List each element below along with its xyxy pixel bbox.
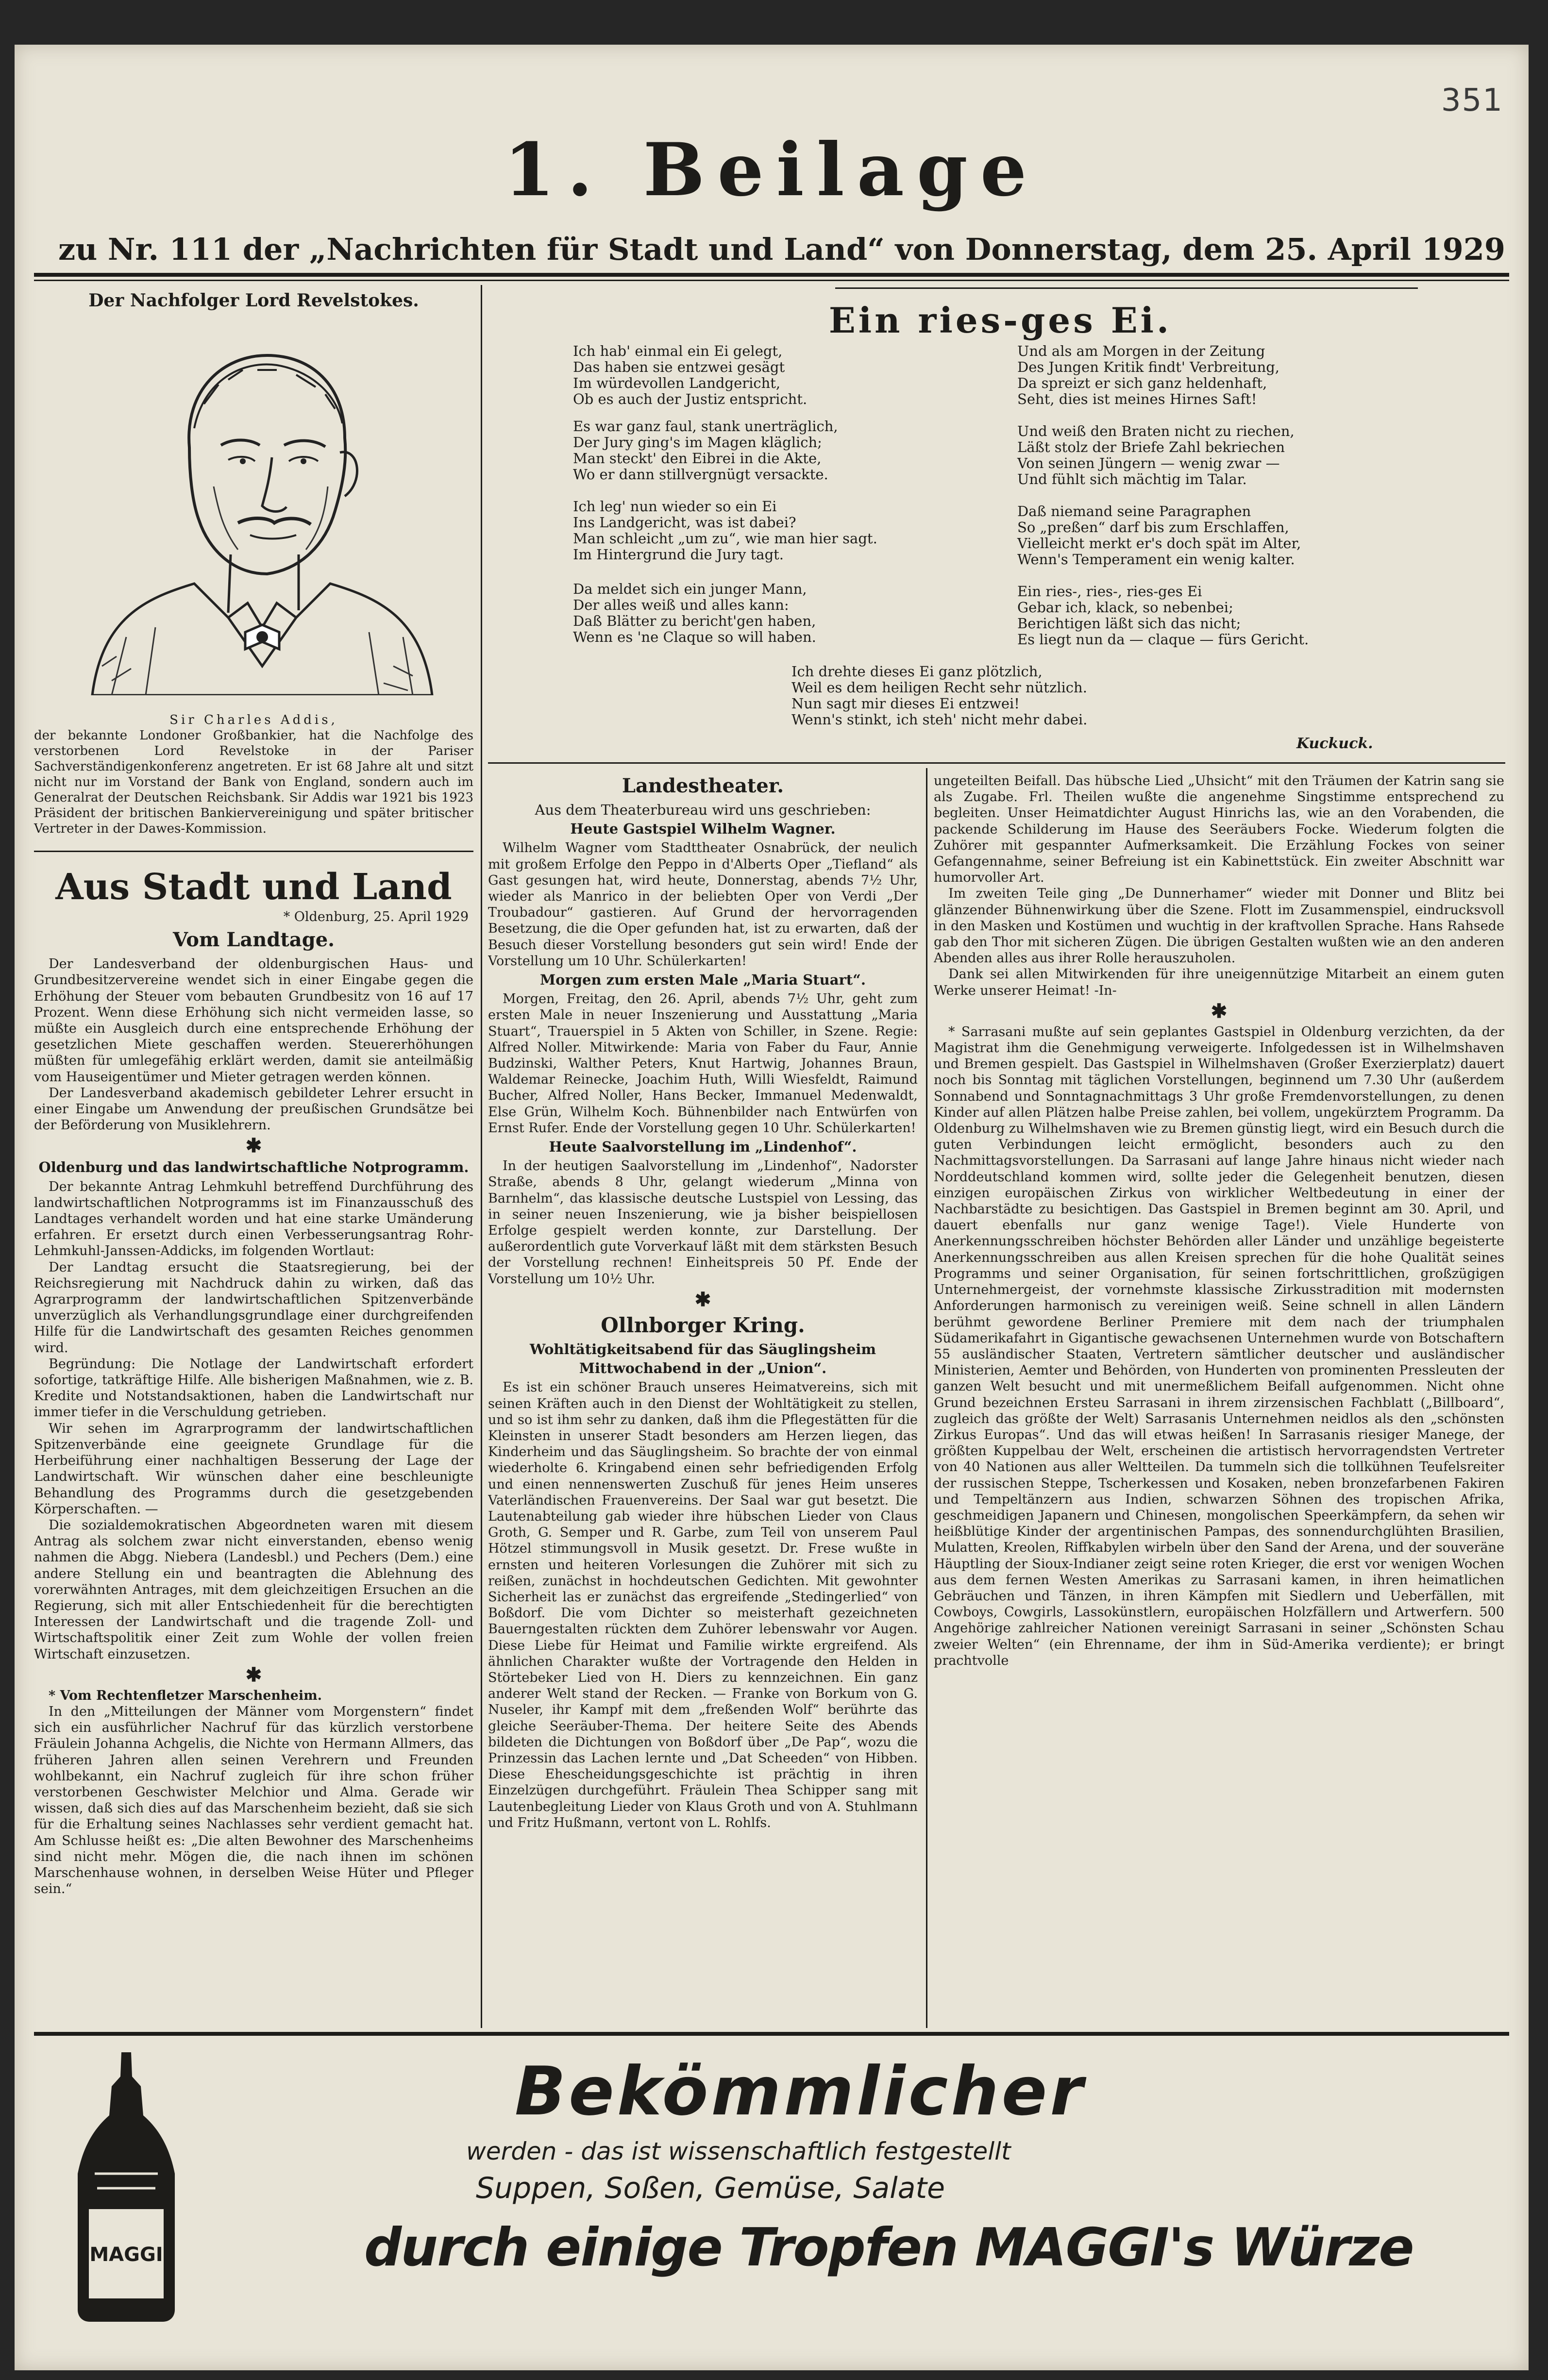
ad-line-2: Suppen, Soßen, Gemüse, Salate: [476, 2171, 945, 2205]
ad-title: Bekömmlicher: [515, 2052, 1086, 2130]
newspaper-page: [15, 45, 1529, 2370]
separator-star: ✱: [245, 1134, 262, 1157]
poem-stanza-left-2: Es war ganz faul, stank unerträglich, Der Jury ging's im Magen kläglich; Man steckt' den Eibrei in die Akte, Wo er dann stillvergnügt versackte.: [573, 418, 838, 483]
marsch-heading: * Vom Rechtenfletzer Marschenheim.: [49, 1688, 322, 1703]
maria-stuart-heading: Morgen zum ersten Male „Maria Stuart“.: [540, 972, 866, 989]
kring-subheading-2: Mittwochabend in der „Union“.: [579, 1360, 827, 1377]
kring-continued-paragraph: ungeteilten Beifall. Das hübsche Lied „Uhsicht“ mit den Träumen der Katrin sang sie als Zugabe. Frl. Theilen wußte die angenehme Singstimme entsprechend zu begleiten. Unser Heimatdichter August Hinrichs las, wie an den Vorabenden, die packende Schilderung im Hause des Seeräubers Focke. Wiederum folgten die Zuhörer mit gespannter Aufmerksamkeit. Die Erzählung Fockes von seiner Gefangennahme, seiner Befreiung ist ein Kabinettstück. Ein zweiter Abschnitt war humorvoller Art.: [934, 773, 1504, 886]
stadt-land-dateline: * Oldenburg, 25. April 1929: [283, 909, 469, 924]
theater-paragraph: Morgen, Freitag, den 26. April, abends 7½ Uhr, geht zum ersten Male in neuer Inszenierung und Ausstattung „Maria Stuart“, Trauerspiel in 5 Akten von Schiller, in Szene. Regie: Alfred Noller. Mitwirkende: Maria von Faber du Faur, Annie Budzinski, Walther Peters, Knut Hartwig, Johannes Braun, Waldemar Reinecke, Joachim Huth, Willi Wiesfeldt, Raimund Bucher, Alfred Noller, Hans Becker, Immanuel Medenwaldt, Else Grün, Wilhelm Koch. Bühnenbilder nach Entwürfen von Ernst Rufer. Ende der Vorstellung gegen 10 Uhr. Schülerkarten!: [488, 991, 918, 1136]
kring-subheading: Wohltätigkeitsabend für das Säuglingsheim: [529, 1341, 876, 1358]
column-right: [934, 773, 1504, 2026]
portrait-image: [83, 326, 442, 695]
header-rule-thin: [34, 280, 1509, 281]
kring-continued-paragraph: Im zweiten Teile ging „De Dunnerhamer“ wieder mit Donner und Blitz bei glänzender Bühnenwirkung über die Szene. Flott im Zusammenspiel, eindrucksvoll in den Masken und Kostümen und wuchtig in der kraftvollen Sprache. Hans Rahsede gab den Thor mit sicheren Zügen. Die übrigen Gestalten wußten wie an den anderen Abenden alles aus ihrer Rolle herauszuholen.: [934, 886, 1504, 966]
sarrasani-paragraph: * Sarrasani mußte auf sein geplantes Gastspiel in Oldenburg verzichten, da der Magistrat ihm die Genehmigung verweigerte. Infolgedessen ist in Wilhelmshaven und Bremen gespielt. Das Gastspiel in Wilhelmshaven (Großer Exerzierplatz) dauert noch bis Sonntag mit täglichen Vorstellungen, beginnend um 7.30 Uhr (außerdem Sonnabend und Sonntagnachmittags 3 Uhr große Fremdenvorstellungen, zu denen Kinder auf allen Plätzen halbe Preise zahlen, bei vollem, ungekürztem Programm. Da Oldenburg zu Wilhelmshaven wie zu Bremen günstig liegt, wird ein Besuch durch die guten Verbindungen leicht ermöglicht, besonders auch zu den Nachmittagsvorstellungen. Da Sarrasani auf lange Jahre hinaus nicht wieder nach Norddeutschland kommen wird, sollte jeder die Gelegenheit benutzen, diesen einzigen europäischen Zirkus von wirklicher Weltbedeutung in einer der Nachbarstädte zu besichtigen. Das Gastspiel in Bremen beginnt am 30. April, und dauert ebenfalls nur ganz wenige Tage!). Viele Hunderte von Anerkennungsschreiben höchster Behörden aller Länder und unzählige begeisterte Anerkennungsschreiben aus allen Kreisen sprechen für die hohe Qualität seines Programms und seiner Organisation, für seinen fortschrittlichen, großzügigen Unternehmergeist, der vornehmste klassische Zirkusstradition mit modernsten Anforderungen harmonisch zu vereinigen weiß. Seine schnell in allen Ländern berühmt gewordene Berliner Premiere mit dem nach der triumphalen Südamerikafahrt in Gigantische gewachsenen Unternehmen wurde von Botschaftern 55 ausländischer Staaten, Vertretern sämtlicher deutscher und ausländischer Ministerien, Aemter und Behörden, von Hunderten von prominenten Pressleuten der ganzen Welt besucht und mit unermeßlichem Beifall aufgenommen. Nicht ohne Grund bezeichnen Ersteu Sarrasani in ihrem zirzensischen Fachblatt („Billboard“, zugleich das größte der Welt) Sarrasanis Unternehmen neidlos als den „schönsten Zirkus Europas“. Und das will etwas heißen! In Sarrasanis riesiger Manege, der größten Kuppelbau der Welt, erscheinen die artistisch hervorragendsten Vertreter von 40 Nationen aus aller Weltteilen. Da tummeln sich die tollkühnen Teufelsreiter der russischen Steppe, Tscherkessen und Kosaken, neben bronzefarbenen Fakiren und Tempeltänzern aus Indien, schwarzen Söhnen des tropischen Afrika, geschmeidigen Japanern und Chinesen, mongolischen Speerkämpfern, da sehen wir heißblütige Kinder der argentinischen Pampas, des sonnendurchglühten Brasilien, Mulatten, Kreolen, Riffkabylen wirbeln über den Sand der Arena, und der souveräne Häuptling der Sioux-Indianer zeigt seine roten Krieger, die erst vor wenigen Wochen aus dem fernen Westen Amerikas zu Sarrasani kamen, in ihren heimatlichen Gebräuchen und Tänzen, in ihren Kämpfen mit Siedlern und Ueberfällen, mit Cowboys, Cowgirls, Lassokünstlern, europäischen Holzfällern und Artwerfern. 500 Angehörige zahlreicher Nationen vereinigt Sarrasani in seiner „Schönsten Schau zweier Welten“ (ein Ehrenname, der ihm in Süd-Amerika verdiente); er bringt prachtvolle: [934, 1024, 1504, 1668]
gastspiel-heading: Heute Gastspiel Wilhelm Wagner.: [570, 821, 836, 838]
poem-stanza-right-1: Und als am Morgen in der Zeitung Des Jungen Kritik findt' Verbreitung, Da spreizt er sich ganz heldenhaft, Seht, dies ist meines Hirnes Saft!: [1017, 343, 1280, 407]
poem-stanza-right-3: Daß niemand seine Paragraphen So „preßen“ darf bis zum Erschlaffen, Vielleicht merkt er's doch spät im Alter, Wenn's Temperament ein wenig kalter.: [1017, 503, 1301, 568]
portrait-caption: [34, 712, 473, 837]
poem-stanza-right-4: Ein ries-, ries-, ries-ges Ei Gebar ich, klack, so nebenbei; Berichtigen läßt sich das nicht; Es liegt nun da — claque — fürs Gericht.: [1017, 583, 1309, 648]
notprogramm-paragraph: Der Landtag ersucht die Staatsregierung, bei der Reichsregierung mit Nachdruck dahin zu wirken, daß das Agrarprogramm der landwirtschaftlichen Spitzenverbände unverzüglich als Verhandlungsgrundlage einer durchgreifenden Hilfe für die Landwirtschaft des gesamten Reiches genommen wird.: [34, 1259, 473, 1356]
poem-signature: Kuckuck.: [1296, 735, 1373, 752]
column-theater-kring: [488, 773, 918, 2026]
separator-star: ✱: [1211, 999, 1228, 1022]
section-rule: [34, 851, 473, 852]
notprogramm-paragraph: Begründung: Die Notlage der Landwirtschaft erfordert sofortige, tatkräftige Hilfe. Alle bisherigen Maßnahmen, wie z. B. Kredite und Notstandsaktionen, haben die Landwirtschaft nur immer tiefer in die Verschuldung getrieben.: [34, 1356, 473, 1420]
poem-stanza-right-2: Und weiß den Braten nicht zu riechen, Läßt stolz der Briefe Zahl bekriechen Von seinen Jüngern — wenig zwar — Und fühlt sich mächtig im Talar.: [1017, 423, 1295, 487]
poem-stanza-left-4: Da meldet sich ein junger Mann, Der alles weiß und alles kann: Daß Blätter zu bericht'gen haben, Wenn es 'ne Claque so will haben.: [573, 581, 816, 645]
kring-paragraph: Es ist ein schöner Brauch unseres Heimatvereins, sich mit seinen Kräften auch in den Dienst der Wohltätigkeit zu stellen, und so ist ihm sehr zu danken, daß ihm die Pflegestätten für die Kleinsten in unserer Stadt besonders am Herzen liegen, das Kinderheim und das Säuglingsheim. So brachte der von einmal wiederholte 6. Kringabend einen sehr befriedigenden Erfolg und einen nennenswerten Zuschuß für jenes Heim unseres Vaterländischen Frauenvereins. Der Saal war gut besetzt. Die Lautenabteilung gab wieder ihre hübschen Lieder von Claus Groth, G. Semper und R. Garbe, zum Teil von unserem Paul Hötzel stimmungsvoll in Musik gesetzt. Dr. Frese wußte in ernsten und heiteren Vorlesungen die Zuhörer mit sich zu reißen, zunächst in hochdeutschen Gedichten. Mit gewohnter Sicherheit las er zunächst das ergreifende „Stedingerlied“ von Boßdorf. Die vom Dichter so meisterhaft gezeichneten Bauerngestalten rückten dem Zuhörer lebenswahr vor Augen. Diese Liebe für Heimat und Familie wirkte ergreifend. Als ähnlichen Charakter wußte der Vortragende den Helden in Störtebeker Lied von H. Diers zu kennzeichnen. Ein ganz anderer Welt stand der Recken. — Franke von Borkum von G. Nuseler, ihr Kampf mit dem „freßenden Wolf“ berührte das gleiche Seeräuber-Thema. Der heitere Seite des Abends bildeten die Dichtungen von Boßdorf über „De Pap“, wozu die Prinzessin das Lachen lernte und „Dat Scheeden“ von Hibben. Diese Ehescheidungsgeschichte ist prächtig in ihren Einzelzügen durchgeführt. Fräulein Thea Schipper sang mit Lautenbegleitung Lieder von Klaus Groth und von A. Stuhlmann und Fritz Hußmann, vertont von L. Rohlfs.: [488, 1380, 918, 1830]
notprogramm-paragraph: Der bekannte Antrag Lehmkuhl betreffend Durchführung des landwirtschaftlichen Notprogramms ist im Finanzausschuß des Landtages verhandelt worden und hat eine starke Umänderung erfahren. Er ersetzt durch einen Verbesserungsantrag Rohr-Lehmkuhl-Janssen-Addicks, im folgenden Wortlaut:: [34, 1179, 473, 1259]
separator-star: ✱: [245, 1663, 262, 1686]
separator-star: ✱: [694, 1288, 711, 1311]
notprogramm-paragraph: Die sozialdemokratischen Abgeordneten waren mit diesem Antrag als solchem zwar nicht einverstanden, ebenso wenig nahmen die Abgg. Niebera (Landesbl.) und Pechers (Dem.) eine andere Stellung ein und beantragten die Ablehnung des vorerwähnten Antrages, mit dem gleichzeitigen Ersuchen an die Regierung, sich mit aller Entschiedenheit für die berechtigten Interessen der Landwirtschaft und die tragende Zoll- und Wirtschaftspolitik einer Zeit zum Wohle der vollen freien Wirtschaft einzusetzen.: [34, 1517, 473, 1662]
saalvorstellung-heading: Heute Saalvorstellung im „Lindenhof“.: [549, 1139, 857, 1156]
column-rule: [481, 285, 482, 2028]
theater-paragraph: In der heutigen Saalvorstellung im „Lindenhof“, Nadorster Straße, abends 8 Uhr, gelangt wiederum „Minna von Barnhelm“, das klassische deutsche Lustspiel von Lessing, das in seiner neuen Inszenierung, wie ja bisher beispiellosen Erfolge gespielt werden konnte, zur Darstellung. Der außerordentlich gute Vorverkauf läßt mit dem stärksten Besuch der Vorstellung rechnen! Einheitspreis 50 Pf. Ende der Vorstellung um 10½ Uhr.: [488, 1158, 918, 1287]
notprogramm-paragraph: Wir sehen im Agrarprogramm der landwirtschaftlichen Spitzenverbände eine geeignete Grundlage für die Herbeiführung einer nachhaltigen Besserung der Lage der Landwirtschaft. Wir wünschen daher eine beschleunigte Behandlung des Programms durch die gesetzgebenden Körperschaften. —: [34, 1421, 473, 1517]
page-number: 351: [1441, 83, 1503, 118]
supplement-title: 1. Beilage: [504, 127, 1040, 213]
caption-name: Sir Charles Addis,: [169, 713, 338, 727]
poem-final-stanza: Ich drehte dieses Ei ganz plötzlich, Weil es dem heiligen Recht sehr nützlich. Nun sagt mir dieses Ei entzwei! Wenn's stinkt, ich steh' nicht mehr dabei.: [791, 663, 1088, 728]
landtag-heading: Vom Landtage.: [172, 928, 335, 952]
column-rule: [926, 768, 927, 2028]
maggi-advertisement: [49, 2047, 1525, 2324]
landtag-paragraph: Der Landesverband der oldenburgischen Haus- und Grundbesitzervereine wendet sich in einer Eingabe gegen die Erhöhung der Steuer vom bebauten Grundbesitz von 16 auf 17 Prozent. Wenn diese Erhöhung sich nicht vermeiden lasse, so müßte ein Ausgleich durch eine entsprechende Erhöhung der gesetzlichen Miete geschaffen werden. Steuererhöhungen müßten für umlegefähig erklärt werden, damit sie anteilmäßig vom Hauseigentümer und Mieter getragen werden können.: [34, 956, 473, 1085]
poem-title: Ein ries-ges Ei.: [828, 300, 1172, 341]
landtag-paragraph: Der Landesverband akademisch gebildeter Lehrer ersucht in einer Eingabe um Anwendung der preußischen Grundsätze bei der Beförderung von Musiklehrern.: [34, 1085, 473, 1133]
poem-stanza-left-1: Ich hab' einmal ein Ei gelegt, Das haben sie entzwei gesägt Im würdevollen Landgericht, Ob es auch der Justiz entspricht.: [573, 343, 808, 407]
notprogramm-heading: Oldenburg und das landwirtschaftliche Notprogramm.: [38, 1159, 469, 1176]
kring-heading: Ollnborger Kring.: [601, 1313, 805, 1337]
bottle-label: MAGGI: [89, 2244, 163, 2266]
column-stadt-und-land: [34, 865, 473, 2021]
theater-heading: Landestheater.: [622, 774, 784, 797]
poem-stanza-left-3: Ich leg' nun wieder so ein Ei Ins Landgericht, was ist dabei? Man schleicht „um zu“, wie man hier sagt. Im Hintergrund die Jury tagt.: [573, 498, 877, 563]
kring-continued-paragraph: Dank sei allen Mitwirkenden für ihre uneigennützige Mitarbeit an einem guten Werke unserer Heimat! -In-: [934, 967, 1504, 998]
theater-subheading: Aus dem Theaterbureau wird uns geschrieben:: [535, 802, 871, 818]
ad-line-1: werden - das ist wissenschaftlich festgestellt: [466, 2137, 1011, 2165]
marsch-paragraph: In den „Mitteilungen der Männer vom Morgenstern“ findet sich ein ausführlicher Nachruf für das kürzlich verstorbene Fräulein Johanna Achgelis, die Nichte von Hermann Allmers, das früheren Jahren allen seinen Verehrern und Freunden wohlbekannt, ein Nachruf zugleich für ihre schon früher verstorbenen Geschwister Melchior und Alma. Gerade wir wissen, daß sich dies auf das Marschenheim bezieht, daß sie sich für die Erhaltung seines Nachlasses sehr verdient gemacht hat. Am Schlusse heißt es: „Die alten Bewohner des Marschenheims sind nicht mehr. Mögen die, die nach ihnen im schönen Marschenhause wohnen, in derselben Weise Hüter und Pfleger sein.“: [34, 1704, 473, 1897]
ad-slogan: durch einige Tropfen MAGGI's Würze: [364, 2217, 1413, 2278]
advert-top-rule: [34, 2032, 1509, 2036]
caption-text: der bekannte Londoner Großbankier, hat die Nachfolge des verstorbenen Lord Revelstoke in der Pariser Sachverständigenkonferenz angetreten. Er ist 68 Jahre alt und sitzt nicht nur im Vorstand der Bank von England, sondern auch im Generalrat der Deutschen Reichsbank. Sir Addis war 1921 bis 1923 Präsident der britischen Bankiervereinigung und später britischer Vertreter in der Dawes-Kommission.: [34, 728, 473, 836]
supplement-subtitle: zu Nr. 111 der „Nachrichten für Stadt und Land“ von Donnerstag, dem 25. April 1929: [58, 232, 1506, 267]
poem-rule: [835, 287, 1418, 289]
stadt-land-heading: Aus Stadt und Land: [55, 866, 452, 908]
theater-paragraph: Wilhelm Wagner vom Stadttheater Osnabrück, der neulich mit großem Erfolge den Peppo in d'Alberts Oper „Tiefland“ als Gast gesungen hat, wird heute, Donnerstag, abends 7½ Uhr, wieder als Manrico in der beliebten Oper von Verdi „Der Troubadour“ gastieren. Auf Grund der hervorragenden Besetzung, die die Oper gefunden hat, ist zu erwarten, daß der Besuch dieser Vorstellung besonders gut sein wird! Ende der Vorstellung um 10 Uhr. Schülerkarten!: [488, 840, 918, 969]
article-heading-revelstoke: Der Nachfolger Lord Revelstokes.: [88, 290, 419, 311]
maggi-bottle-icon: [49, 2047, 204, 2324]
header-rule: [34, 273, 1509, 277]
poem-bottom-rule: [488, 762, 1505, 764]
